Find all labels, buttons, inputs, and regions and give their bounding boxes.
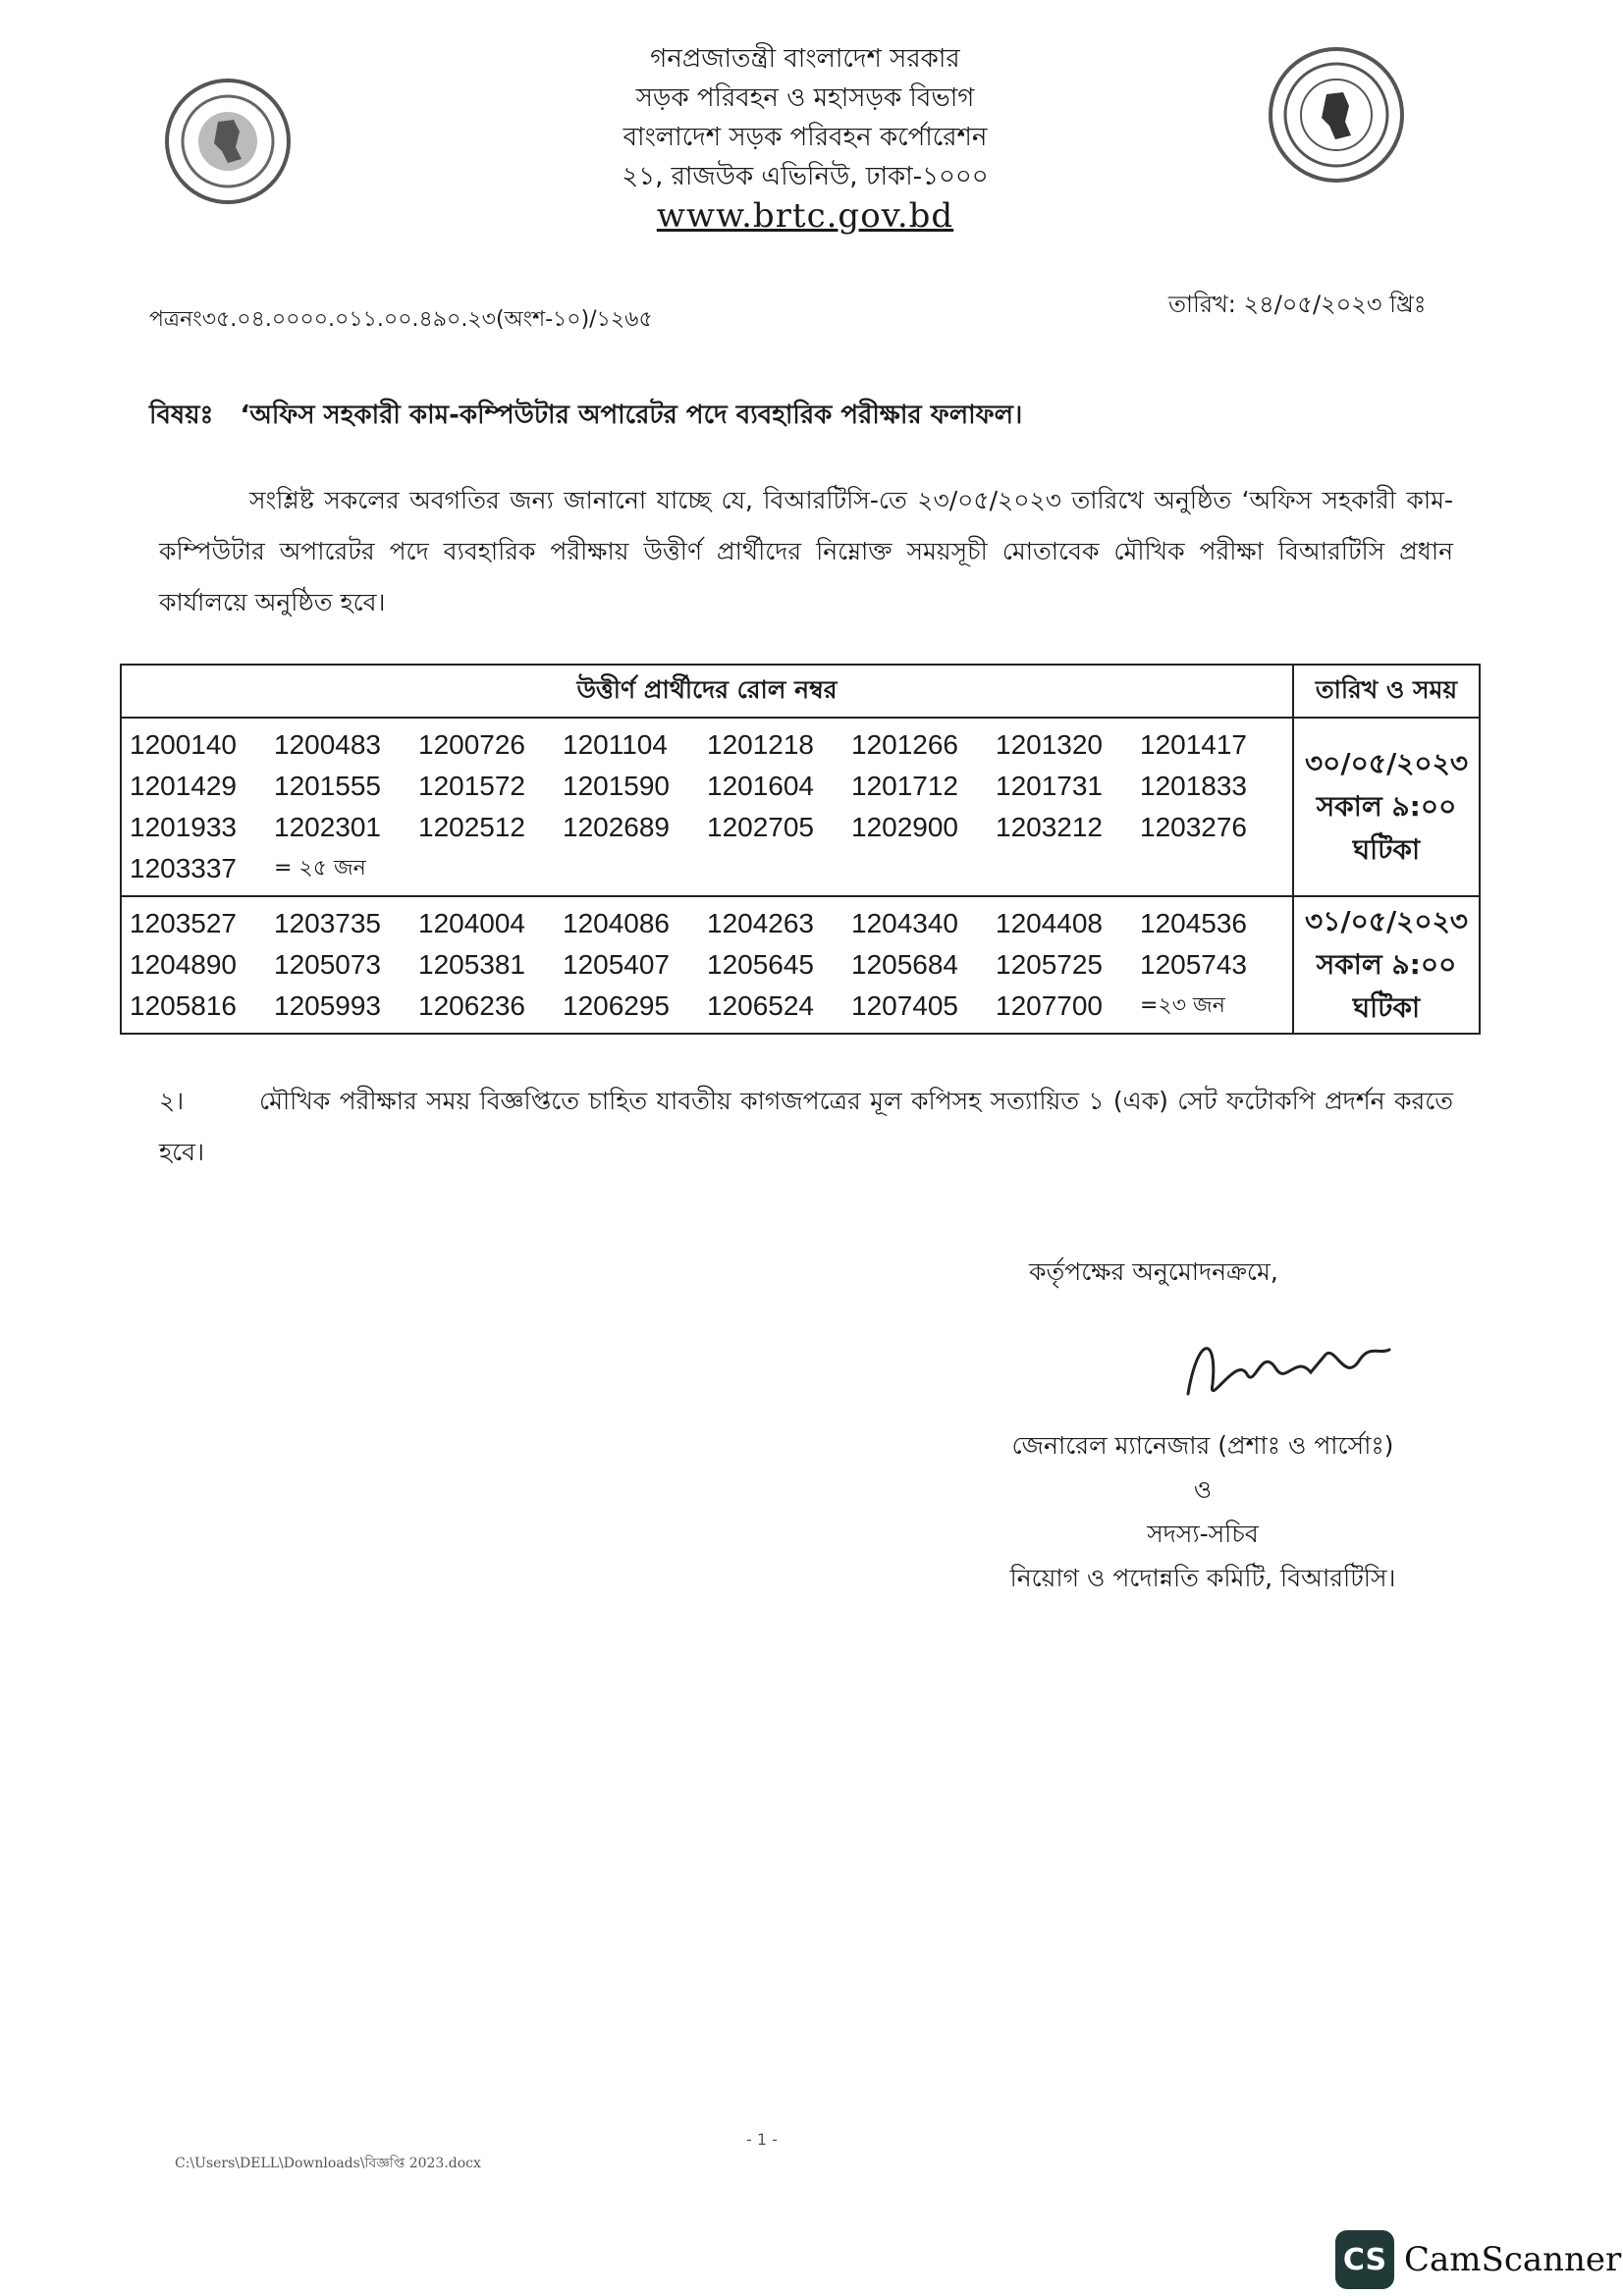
roll-column-header: উত্তীর্ণ প্রার্থীদের রোল নম্বর [121,665,1293,718]
roll-number: 1204890 [130,949,238,980]
notice-paragraph: সংশ্লিষ্ট সকলের অবগতির জন্য জানানো যাচ্ছে যে, বিআরটিসি-তে ২৩/০৫/২০২৩ তারিখে অনুষ্ঠিত ‘অফিস সহকারী কাম-কম্পিউটার অপারেটর পদে ব্যবহারিক পরীক্ষায় উত্তীর্ণ প্রার্থীদের নিম্নোক্ত সময়সূচী মোতাবেক মৌখিক পরীক্ষা বিআরটিসি প্রধান কার্যালয়ে অনুষ্ঠিত হবে। [159,486,1453,616]
roll-row [130,848,1284,889]
brtc-seal-icon [1269,47,1404,183]
roll-row [130,986,1284,1027]
roll-number: 1201933 [130,812,238,842]
roll-number: 1203276 [1140,812,1248,842]
roll-number: 1201590 [563,771,671,801]
instruction-point-2 [159,1076,1453,1178]
roll-number: 1201429 [130,771,238,801]
roll-number: 1200483 [274,729,382,760]
roll-number: 1206524 [707,990,815,1021]
signatory-conjunction: ও [1193,1475,1213,1504]
roll-number-table [120,664,1481,1035]
memo-date: তারিখ: ২৪/০৫/২০২৩ খ্রিঃ [1168,291,1427,318]
header-line-1: গনপ্রজাতন্ত্রী বাংলাদেশ সরকার [650,44,960,74]
camscanner-name: CamScanner [1404,2240,1622,2279]
exam-time: সকাল ৯:০০ [1316,790,1457,823]
roll-number: 1205725 [996,949,1104,980]
roll-number: 1201104 [563,729,668,760]
roll-number: 1203735 [274,908,382,938]
roll-number: 1205743 [1140,949,1248,980]
camscanner-logo-icon: CS [1335,2230,1394,2289]
point-text: মৌখিক পরীক্ষার সময় বিজ্ঞপ্তিতে চাহিত যাবতীয় কাগজপত্রের মূল কপিসহ সত্যায়িত ১ (এক) সেট ফটোকপি প্রদর্শন করতে হবে। [159,1087,1453,1166]
roll-number: 1204408 [996,908,1104,938]
roll-number: 1207700 [996,990,1104,1021]
table-row [121,718,1480,896]
roll-number: 1202900 [851,812,959,842]
roll-number: 1205645 [707,949,815,980]
header-line-4: ২১, রাজউক এভিনিউ, ঢাকা-১০০০ [622,162,989,191]
roll-number: 1204004 [418,908,526,938]
roll-row [130,724,1284,766]
roll-number: 1201572 [418,771,526,801]
roll-row [130,903,1284,944]
roll-number: 1201712 [851,771,959,801]
roll-number: 1204086 [563,908,671,938]
roll-number: 1205407 [563,949,671,980]
roll-number: 1203212 [996,812,1104,842]
roll-number: 1202301 [274,812,382,842]
signatory-committee: নিয়োগ ও পদোন্নতি কমিটি, বিআরটিসি। [1009,1564,1396,1592]
roll-number: 1201731 [996,771,1104,801]
signatory-block [972,1423,1434,1600]
roll-number: 1204263 [707,908,815,938]
candidate-count: = ২৫ জন [274,855,366,881]
roll-number: 1200140 [130,729,238,760]
roll-number: 1205073 [274,949,382,980]
approval-note: কর্তৃপক্ষের অনুমোদনক্রমে, [1029,1257,1278,1286]
signatory-role: সদস্য-সচিব [1147,1520,1259,1548]
header-line-3: বাংলাদেশ সড়ক পরিবহন কর্পোরেশন [622,123,988,152]
roll-number: 1205993 [274,990,382,1021]
roll-number: 1201218 [707,729,815,760]
roll-number: 1201604 [707,771,815,801]
roll-group-2 [121,896,1293,1034]
roll-number: 1201417 [1140,729,1248,760]
roll-number: 1206236 [418,990,526,1021]
signatory-title: জেনারেল ম্যানেজার (প্রশাঃ ও পার্সোঃ) [1011,1431,1394,1460]
table-row [121,896,1480,1034]
roll-number: 1206295 [563,990,671,1021]
roll-number: 1205816 [130,990,238,1021]
exam-time-suffix: ঘটিকা [1352,833,1421,866]
exam-date: ৩০/০৫/২০২৩ [1304,747,1469,779]
website-link[interactable]: www.brtc.gov.bd [656,196,954,236]
camscanner-watermark [1335,2230,1621,2289]
roll-row [130,944,1284,986]
candidate-count: =২৩ জন [1140,992,1225,1018]
roll-number: 1204536 [1140,908,1248,938]
exam-time-suffix: ঘটিকা [1352,991,1421,1024]
page-number: - 1 - [746,2130,778,2149]
subject-text: ‘অফিস সহকারী কাম-কম্পিউটার অপারেটর পদে ব্যবহারিক পরীক্ষার ফলাফল। [240,400,1023,430]
roll-number: 1205381 [418,949,526,980]
roll-number: 1204340 [851,908,959,938]
subject-label: বিষয়ঃ [149,400,214,430]
roll-number: 1201320 [996,729,1104,760]
exam-schedule-1 [1293,718,1480,896]
roll-number: 1201833 [1140,771,1248,801]
exam-date: ৩১/০৫/২০২৩ [1304,905,1469,937]
header-line-2: সড়ক পরিবহন ও মহাসড়ক বিভাগ [635,83,975,113]
letterhead [491,39,1119,236]
roll-number: 1207405 [851,990,959,1021]
roll-number: 1202689 [563,812,671,842]
point-number: ২। [159,1087,185,1115]
file-path-footer: C:\Users\DELL\Downloads\বিজ্ঞপ্তি 2023.docx [175,2156,481,2171]
roll-number: 1201555 [274,771,382,801]
roll-row [130,766,1284,807]
roll-group-1 [121,718,1293,896]
roll-row [130,807,1284,848]
roll-number: 1203337 [130,853,238,883]
subject-line [149,395,1022,438]
memo-number: পত্রনং৩৫.০৪.০০০০.০১১.০০.৪৯০.২৩(অংশ-১০)/১২৬৫ [149,307,653,332]
roll-number: 1205684 [851,949,959,980]
roll-number: 1200726 [418,729,526,760]
government-seal-icon [165,79,291,204]
roll-number: 1201266 [851,729,959,760]
roll-number: 1203527 [130,908,238,938]
roll-number: 1202705 [707,812,815,842]
exam-schedule-2 [1293,896,1480,1034]
signature [1168,1315,1404,1423]
date-time-column-header: তারিখ ও সময় [1293,665,1480,718]
roll-number: 1202512 [418,812,526,842]
exam-time: সকাল ৯:০০ [1316,948,1457,981]
